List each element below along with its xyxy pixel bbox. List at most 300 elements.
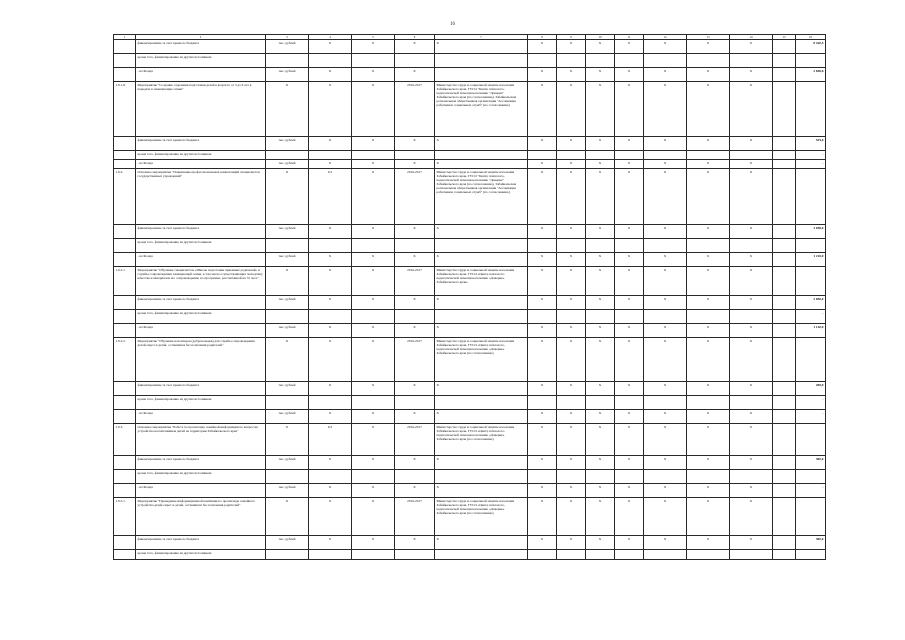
table-cell: X [687,137,730,151]
row-code [114,484,136,498]
row-unit [266,396,309,410]
executor-cell: X [435,160,528,169]
financing-row [114,253,826,267]
table-cell: X [352,382,395,396]
column-number: 8 [528,35,557,40]
table-cell: X [687,225,730,239]
row-unit: тыс. рублей [266,324,309,338]
row-name: финансирование за счет краевого бюджета [136,296,266,310]
table-cell: X [586,137,615,151]
table-cell: X [309,137,352,151]
table-cell [586,310,615,324]
table-cell [773,498,796,536]
table-cell [586,550,615,560]
table-cell: X [644,82,687,137]
table-cell [557,239,586,253]
row-code: 1.9.2.2. [114,338,136,382]
activity-row [114,498,826,536]
column-number: 10 [586,35,615,40]
table-cell: X [309,324,352,338]
table-cell: X [586,498,615,536]
row-name: финансирование за счет краевого бюджета [136,456,266,470]
table-cell [773,470,796,484]
table-cell [773,68,796,82]
period-cell: X [395,160,435,169]
table-cell [309,239,352,253]
executor-cell: Министерство труда и социальной защиты населения Забайкальского края, ГУСО «Центр психолого-педагогической помощи населению «Доверие» Забайкальского края» [435,267,528,296]
table-cell [773,324,796,338]
table-cell [352,151,395,160]
financing-row [114,68,826,82]
activity-row [114,82,826,137]
row-name: финансирование за счет краевого бюджета [136,40,266,54]
table-cell: X [615,484,644,498]
column-number: 1 [114,35,136,40]
table-cell [528,54,557,68]
total-cell: - [796,396,826,410]
table-cell: X [586,338,615,382]
total-cell [796,424,826,456]
table-cell [644,470,687,484]
table-cell: X [687,424,730,456]
executor-cell: Министерство труда и социальной защиты населения Забайкальского края, ГУСО "Центр психолого-педагогической помощи населению "Доверие" Забайкальского края (по согласованию), Забайкальская региональная общественная организация "Ассоциация работников социальных служб" (по согласованию) [435,169,528,225]
table-cell: X [528,267,557,296]
table-cell: X [528,225,557,239]
table-cell: X [687,40,730,54]
table-cell [773,137,796,151]
total-cell: - [796,151,826,160]
table-cell [586,54,615,68]
table-cell [687,151,730,160]
table-cell: X [615,324,644,338]
row-code [114,536,136,550]
table-cell: X [615,40,644,54]
table-cell [730,470,773,484]
row-unit: X [266,267,309,296]
financing-row [114,536,826,550]
row-code [114,470,136,484]
table-cell: X [730,324,773,338]
table-cell [773,253,796,267]
table-cell [557,550,586,560]
row-name: кроме того, финансирование из других источников: [136,470,266,484]
table-cell: X [352,225,395,239]
executor-cell: X [435,456,528,470]
financing-row [114,151,826,160]
executor-cell [435,550,528,560]
table-cell: X [644,169,687,225]
table-cell: X [557,169,586,225]
table-cell [352,470,395,484]
table-cell [557,470,586,484]
table-cell [773,382,796,396]
column-number: 3 [266,35,309,40]
financing-row [114,382,826,396]
table-cell: X [615,137,644,151]
program-activities-table [113,34,826,560]
table-cell: X [615,410,644,424]
table-cell: X [557,424,586,456]
table-cell [687,310,730,324]
table-cell: X [687,82,730,137]
table-cell: X [644,225,687,239]
row-unit [266,239,309,253]
table-cell: X [730,410,773,424]
table-cell: X [528,536,557,550]
executor-cell: X [435,536,528,550]
table-cell: 6,3 [309,424,352,456]
financing-row [114,137,826,151]
table-cell [687,396,730,410]
activity-row [114,338,826,382]
table-cell: X [528,169,557,225]
table-cell [773,82,796,137]
table-cell: X [687,160,730,169]
table-cell [557,54,586,68]
table-cell [352,396,395,410]
period-cell: X [395,382,435,396]
table-cell: X [730,40,773,54]
table-cell: X [615,382,644,396]
table-cell [773,310,796,324]
table-cell [352,310,395,324]
table-cell [773,484,796,498]
table-cell [730,396,773,410]
total-cell: - [796,410,826,424]
financing-row [114,54,826,68]
table-cell: X [730,137,773,151]
row-unit: тыс. рублей [266,410,309,424]
executor-cell [435,151,528,160]
row-name: Мероприятие "Обучение волонтеров (добровольцев) для службы сопровождения детей-сирот и детей, оставшихся без попечения родителей" [136,338,266,382]
period-cell: 2016-2017 [395,338,435,382]
table-cell: X [644,382,687,396]
total-cell: 1 120,0 [796,324,826,338]
table-cell: X [352,338,395,382]
row-code [114,456,136,470]
table-cell: X [644,498,687,536]
activity-row [114,424,826,456]
period-cell [395,239,435,253]
table-cell: X [352,498,395,536]
table-cell: X [586,410,615,424]
column-number: 5 [352,35,395,40]
row-unit: X [266,424,309,456]
table-cell: X [687,410,730,424]
table-cell: X [730,160,773,169]
period-cell: X [395,324,435,338]
table-cell [773,239,796,253]
table-cell: X [352,82,395,137]
table-cell [644,54,687,68]
row-name: - из Фонда [136,68,266,82]
table-cell [528,396,557,410]
table-cell [586,396,615,410]
table-cell [615,470,644,484]
table-cell [528,470,557,484]
period-cell: 2016-2017 [395,82,435,137]
row-unit [266,310,309,324]
table-cell: X [528,410,557,424]
row-unit: X [266,498,309,536]
row-unit: тыс. рублей [266,536,309,550]
table-cell: X [352,40,395,54]
table-cell: X [586,536,615,550]
column-number: 14 [730,35,773,40]
table-cell [773,456,796,470]
table-cell [586,470,615,484]
table-cell: X [730,498,773,536]
table-cell: X [615,68,644,82]
period-cell [395,54,435,68]
row-name: финансирование за счет краевого бюджета [136,225,266,239]
row-name: кроме того, финансирование из других источников: [136,550,266,560]
row-name: кроме того, финансирование из других источников: [136,396,266,410]
financing-row [114,410,826,424]
financing-row [114,456,826,470]
table-cell [528,239,557,253]
table-cell: X [586,267,615,296]
table-cell: X [309,68,352,82]
row-unit [266,470,309,484]
financing-row [114,550,826,560]
executor-cell: X [435,324,528,338]
table-cell: X [730,82,773,137]
table-cell [644,550,687,560]
table-cell [528,151,557,160]
financing-row [114,324,826,338]
table-cell [773,424,796,456]
page-number: 16 [450,22,455,27]
table-cell: X [644,484,687,498]
period-cell: X [395,40,435,54]
table-cell: X [557,338,586,382]
table-cell: X [730,484,773,498]
period-cell: X [395,296,435,310]
row-code [114,550,136,560]
table-cell [773,267,796,296]
table-cell [773,151,796,160]
table-cell [557,396,586,410]
executor-cell: X [435,410,528,424]
table-cell [615,550,644,560]
table-cell: X [557,253,586,267]
table-cell [687,54,730,68]
total-cell: 208,0 [796,382,826,396]
column-number: 12 [644,35,687,40]
table-cell: X [644,324,687,338]
row-name: Основное мероприятие "Повышение профессиональных компетенций специалистов государственных учреждений" [136,169,266,225]
row-name: Основное мероприятие "Работа по пропаганде семейной информации по вопросам устройства воспитанников детей на территории Забайкальского края" [136,424,266,456]
table-cell [730,550,773,560]
total-cell: 8 420,5 [796,40,826,54]
row-name: Мероприятие "Обучение специалистов «Школы подготовки приемных родителей» и службы сопровождения замещающей семьи, в том числе осуществляющих экспертизу качества и материалов его сопровождения, по программе, рассчитанной на 72 часа" [136,267,266,296]
table-cell: X [687,536,730,550]
row-unit: тыс. рублей [266,456,309,470]
financing-row [114,396,826,410]
table-cell [730,310,773,324]
row-unit: X [266,169,309,225]
executor-cell: Министерство труда и социальной защиты населения Забайкальского края, ГУСО «Центр психолого-педагогической помощи населению «Доверие» Забайкальского края (по согласованию) [435,338,528,382]
row-code [114,253,136,267]
table-cell: X [528,456,557,470]
row-code: 1.9.3. [114,424,136,456]
column-number: 2 [136,35,266,40]
table-cell: X [687,267,730,296]
column-number: 16 [796,35,826,40]
table-cell [773,338,796,382]
column-number: 9 [557,35,586,40]
table-cell: X [730,338,773,382]
table-cell [773,536,796,550]
table-cell: X [557,484,586,498]
row-unit: тыс. рублей [266,160,309,169]
row-name: - из Фонда [136,253,266,267]
total-cell [796,338,826,382]
row-name: - из Фонда [136,160,266,169]
table-cell: X [586,40,615,54]
table-cell: X [615,82,644,137]
table-cell: X [730,225,773,239]
table-cell: X [586,160,615,169]
row-code: 1.9.2.1. [114,267,136,296]
table-cell: X [586,456,615,470]
table-cell: X [586,296,615,310]
row-code [114,310,136,324]
table-cell: X [644,40,687,54]
period-cell: X [395,484,435,498]
table-cell: X [557,137,586,151]
table-cell: X [309,456,352,470]
table-cell: X [615,169,644,225]
row-code [114,160,136,169]
executor-cell: Министерство труда и социальной защиты населения Забайкальского края, ГУСО "Центр психолого-педагогической помощи населению "Доверие" Забайкальского края (по согласованию), Забайкальская региональная общественная организация "Ассоциация работников социальных служб" (по согласованию) [435,82,528,137]
table-cell [352,239,395,253]
table-cell: X [730,296,773,310]
table-cell: X [528,40,557,54]
table-cell [773,40,796,54]
table-cell: X [352,68,395,82]
table-cell [687,550,730,560]
table-cell: X [557,160,586,169]
table-cell: X [528,498,557,536]
table-cell: X [730,253,773,267]
table-cell: X [644,68,687,82]
total-cell: - [796,160,826,169]
table-cell: X [644,410,687,424]
table-cell [644,151,687,160]
table-cell: X [557,225,586,239]
row-unit: тыс. рублей [266,40,309,54]
total-cell: - [796,310,826,324]
table-cell [309,54,352,68]
executor-cell [435,470,528,484]
period-cell: 2016-2017 [395,169,435,225]
table-cell: X [586,82,615,137]
executor-cell: X [435,484,528,498]
table-cell [615,54,644,68]
row-unit: X [266,82,309,137]
table-cell [730,54,773,68]
financing-row [114,160,826,169]
row-unit: тыс. рублей [266,225,309,239]
financing-row [114,310,826,324]
executor-cell: X [435,225,528,239]
table-cell: X [352,137,395,151]
table-cell: X [528,160,557,169]
table-cell: X [730,267,773,296]
table-cell: X [615,456,644,470]
row-code [114,410,136,424]
table-cell: X [309,338,352,382]
table-cell: X [730,536,773,550]
table-cell: X [528,82,557,137]
table-cell: X [615,424,644,456]
table-cell: X [687,338,730,382]
total-cell [796,54,826,68]
table-cell [352,550,395,560]
table-cell: X [586,382,615,396]
table-cell: X [352,536,395,550]
row-code: 1.9.1.8. [114,82,136,137]
table-cell: X [557,267,586,296]
table-cell: X [586,253,615,267]
table-cell: X [557,40,586,54]
table-cell: X [586,484,615,498]
total-cell [796,550,826,560]
table-cell [687,470,730,484]
table-cell: X [528,253,557,267]
table-cell: X [309,410,352,424]
table-cell: X [615,296,644,310]
total-cell [796,239,826,253]
table-cell [615,239,644,253]
executor-cell: X [435,137,528,151]
table-cell [309,310,352,324]
executor-cell: X [435,296,528,310]
table-cell: X [309,498,352,536]
total-cell: 300,0 [796,456,826,470]
row-name: кроме того, финансирование из других источников: [136,310,266,324]
table-cell: X [528,137,557,151]
table-cell: X [687,456,730,470]
table-cell [644,396,687,410]
table-cell [773,550,796,560]
row-unit: тыс. рублей [266,296,309,310]
table-cell: X [528,338,557,382]
table-cell: X [644,267,687,296]
table-cell [773,54,796,68]
period-cell [395,151,435,160]
period-cell: X [395,410,435,424]
period-cell: X [395,68,435,82]
column-number: 7 [435,35,528,40]
total-cell [796,82,826,137]
table-cell: X [528,68,557,82]
table-cell [615,396,644,410]
table-cell: X [644,338,687,382]
period-cell [395,310,435,324]
table-cell: X [309,536,352,550]
table-cell: X [586,169,615,225]
executor-cell [435,239,528,253]
row-unit: тыс. рублей [266,137,309,151]
table-cell: X [730,169,773,225]
table-cell [309,151,352,160]
row-unit [266,550,309,560]
row-unit [266,54,309,68]
table-cell: X [528,484,557,498]
